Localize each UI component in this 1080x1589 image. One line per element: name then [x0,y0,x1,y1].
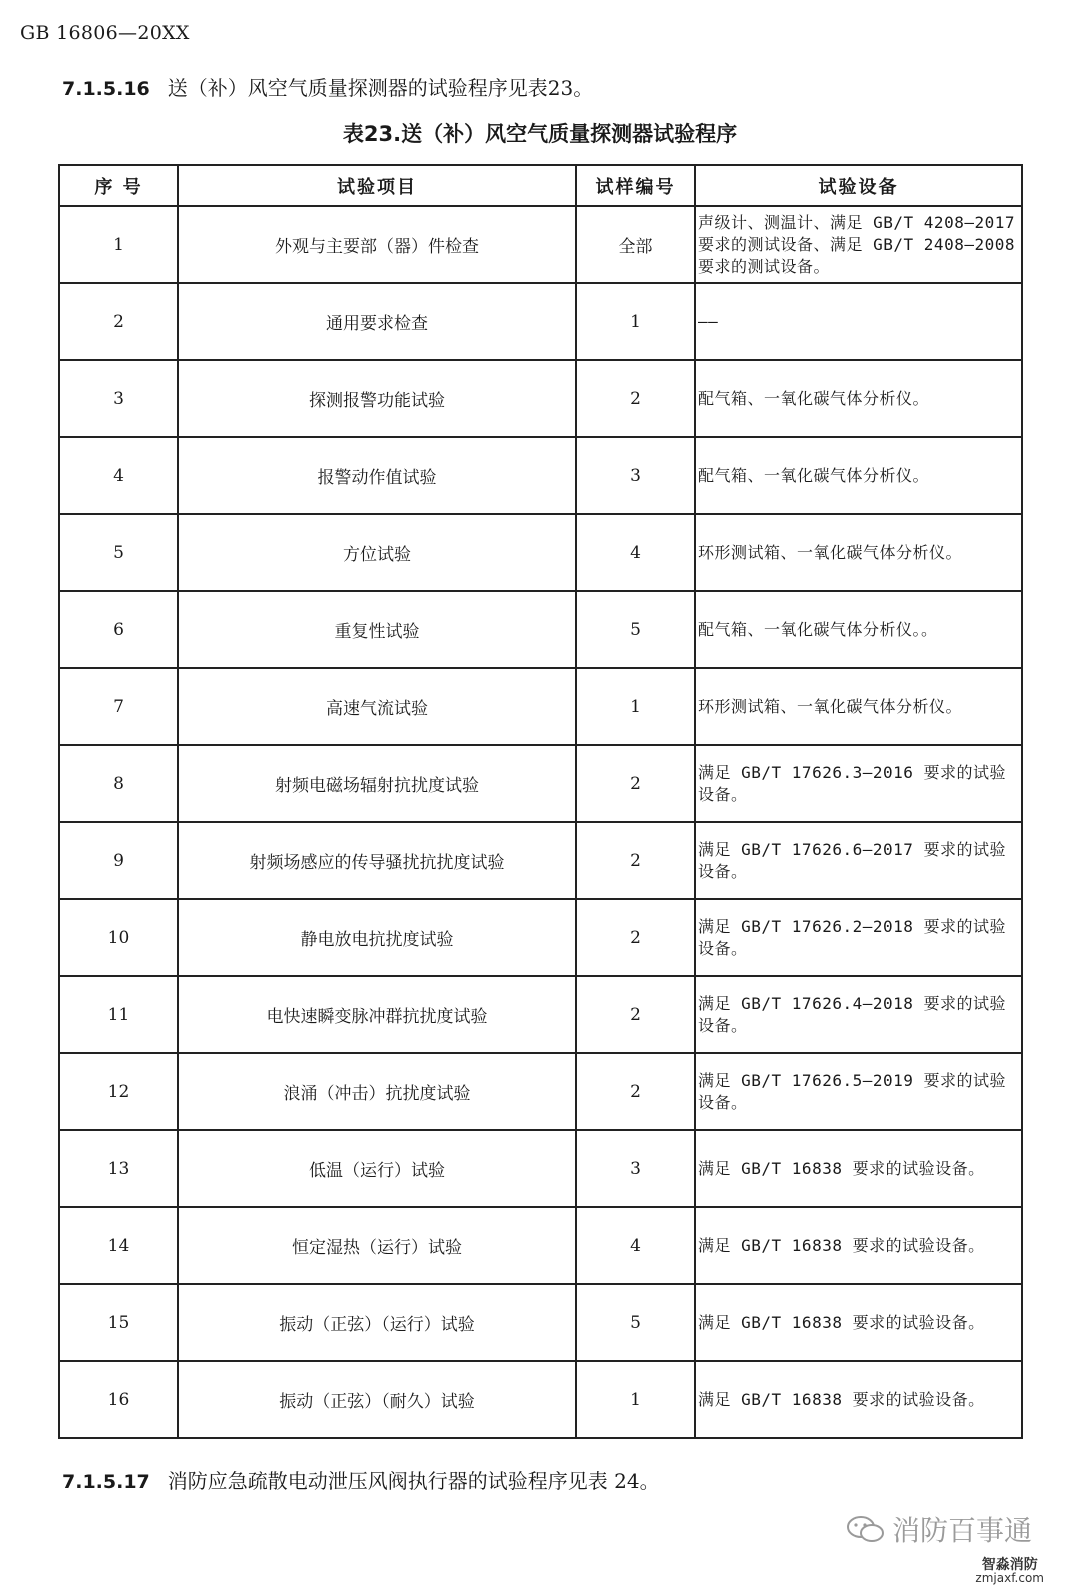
sample-number: 4 [576,514,695,591]
row-number: 7 [59,668,178,745]
test-equipment: 配气箱、一氧化碳气体分析仪。 [695,437,1022,514]
sample-number: 1 [576,283,695,360]
row-number: 5 [59,514,178,591]
test-item: 外观与主要部（器）件检查 [178,206,576,283]
sample-number: 2 [576,899,695,976]
watermark [846,1509,1032,1549]
sample-number: 3 [576,437,695,514]
table-row [59,668,1022,745]
logo-line2: zmjaxf.com [975,1571,1044,1585]
sample-number: 2 [576,360,695,437]
test-equipment: 满足 GB/T 16838 要求的试验设备。 [695,1207,1022,1284]
header-no: 序 号 [59,165,178,206]
test-item: 电快速瞬变脉冲群抗扰度试验 [178,976,576,1053]
row-number: 16 [59,1361,178,1438]
test-equipment: 声级计、测温计、满足 GB/T 4208—2017 要求的测试设备、满足 GB/T 2408—2008 要求的测试设备。 [695,206,1022,283]
table-row [59,206,1022,283]
test-equipment: 满足 GB/T 17626.6—2017 要求的试验设备。 [695,822,1022,899]
sample-number: 5 [576,1284,695,1361]
table-row [59,1130,1022,1207]
test-equipment: 配气箱、一氧化碳气体分析仪。。 [695,591,1022,668]
table-row [59,360,1022,437]
watermark-text: 消防百事通 [891,1514,1032,1547]
clause-text: 消防应急疏散电动泄压风阀执行器的试验程序见表 24。 [167,1469,660,1493]
row-number: 9 [59,822,178,899]
clause-7-1-5-17 [62,1465,660,1494]
header-item: 试验项目 [178,165,576,206]
table-row [59,437,1022,514]
header-sample: 试样编号 [576,165,695,206]
clause-number: 7.1.5.17 [62,1471,150,1493]
test-item: 探测报警功能试验 [178,360,576,437]
row-number: 11 [59,976,178,1053]
row-number: 2 [59,283,178,360]
clause-text: 送（补）风空气质量探测器的试验程序见表23。 [167,76,594,100]
test-equipment: —— [695,283,1022,360]
test-item: 振动（正弦）（运行）试验 [178,1284,576,1361]
test-equipment: 满足 GB/T 17626.5—2019 要求的试验设备。 [695,1053,1022,1130]
sample-number: 2 [576,822,695,899]
clause-7-1-5-16 [62,72,593,101]
logo-line1: 智淼消防 [981,1557,1038,1573]
sample-number: 4 [576,1207,695,1284]
header-equipment: 试验设备 [695,165,1022,206]
test-equipment: 环形测试箱、一氧化碳气体分析仪。 [695,668,1022,745]
test-item: 低温（运行）试验 [178,1130,576,1207]
sample-number: 1 [576,1361,695,1438]
table-row [59,822,1022,899]
test-equipment: 满足 GB/T 17626.4—2018 要求的试验设备。 [695,976,1022,1053]
sample-number: 1 [576,668,695,745]
test-item: 高速气流试验 [178,668,576,745]
table-row [59,1284,1022,1361]
sample-number: 5 [576,591,695,668]
test-item: 射频场感应的传导骚扰抗扰度试验 [178,822,576,899]
row-number: 1 [59,206,178,283]
sample-number: 2 [576,976,695,1053]
test-item: 恒定湿热（运行）试验 [178,1207,576,1284]
table-row [59,1053,1022,1130]
test-item: 静电放电抗扰度试验 [178,899,576,976]
site-logo [975,1559,1044,1585]
row-number: 15 [59,1284,178,1361]
test-item: 报警动作值试验 [178,437,576,514]
table-row [59,1361,1022,1438]
test-item: 浪涌（冲击）抗扰度试验 [178,1053,576,1130]
document-code: GB 16806—20XX [20,22,190,44]
test-item: 重复性试验 [178,591,576,668]
table-row [59,591,1022,668]
test-equipment: 满足 GB/T 16838 要求的试验设备。 [695,1361,1022,1438]
test-equipment: 满足 GB/T 16838 要求的试验设备。 [695,1130,1022,1207]
table-row [59,1207,1022,1284]
row-number: 12 [59,1053,178,1130]
table-row [59,745,1022,822]
test-equipment: 满足 GB/T 17626.3—2016 要求的试验设备。 [695,745,1022,822]
table-row [59,514,1022,591]
test-item: 方位试验 [178,514,576,591]
test-equipment: 配气箱、一氧化碳气体分析仪。 [695,360,1022,437]
row-number: 6 [59,591,178,668]
test-equipment: 满足 GB/T 17626.2—2018 要求的试验设备。 [695,899,1022,976]
row-number: 8 [59,745,178,822]
test-equipment: 环形测试箱、一氧化碳气体分析仪。 [695,514,1022,591]
test-item: 振动（正弦）（耐久）试验 [178,1361,576,1438]
clause-number: 7.1.5.16 [62,78,150,100]
table-row [59,283,1022,360]
test-procedure-table [58,164,1023,1439]
table-row [59,976,1022,1053]
row-number: 14 [59,1207,178,1284]
sample-number: 3 [576,1130,695,1207]
test-item: 通用要求检查 [178,283,576,360]
row-number: 3 [59,360,178,437]
sample-number: 2 [576,745,695,822]
sample-number: 全部 [576,206,695,283]
table-row [59,899,1022,976]
test-item: 射频电磁场辐射抗扰度试验 [178,745,576,822]
row-number: 13 [59,1130,178,1207]
table-header-row [59,165,1022,206]
sample-number: 2 [576,1053,695,1130]
wechat-icon [846,1514,886,1544]
test-equipment: 满足 GB/T 16838 要求的试验设备。 [695,1284,1022,1361]
row-number: 10 [59,899,178,976]
row-number: 4 [59,437,178,514]
table-title: 表23.送（补）风空气质量探测器试验程序 [342,122,738,146]
